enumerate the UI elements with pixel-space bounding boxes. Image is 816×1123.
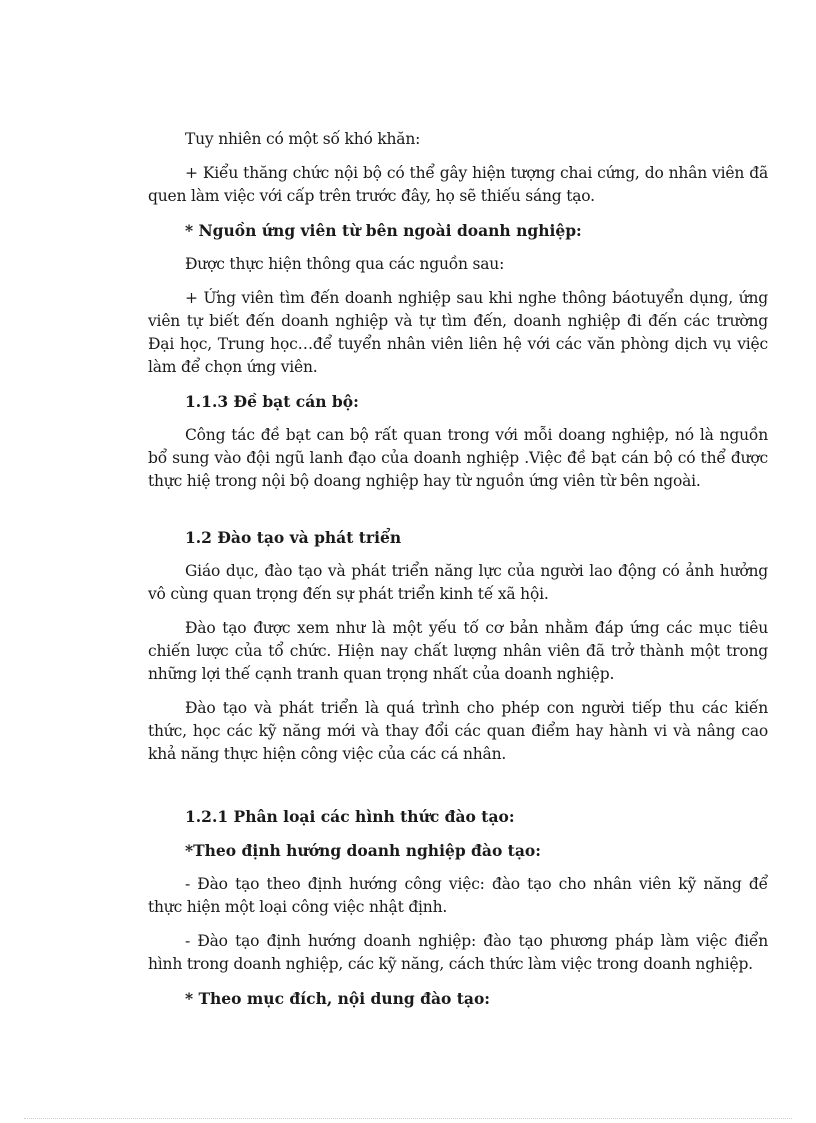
spacer <box>148 777 768 805</box>
heading-orientation: *Theo định hướng doanh nghiệp đào tạo: <box>185 841 541 860</box>
paragraph-education: Giáo dục, đào tạo và phát triển năng lực của người lao động có ảnh hưởng vô cùng quan trọng đến sự phát triển kinh tế xã hội. <box>148 562 768 603</box>
heading-external-sources: * Nguồn ứng viên từ bên ngoài doanh nghiệp: <box>185 221 582 240</box>
document-page <box>148 128 768 1021</box>
paragraph-sources-intro: Được thực hiện thông qua các nguồn sau: <box>185 255 505 273</box>
paragraph-training-process: Đào tạo và phát triển là quá trình cho phép con người tiếp thu các kiến thức, học các kỹ năng mới và thay đổi các quan điểm hay hành vi và nâng cao khả năng thực hiện công việc của các cá nhân. <box>148 699 768 763</box>
page-bottom-divider <box>24 1118 792 1119</box>
paragraph-job-oriented: - Đào tạo theo định hướng công việc: đào tạo cho nhân viên kỹ năng để thực hiện một loại công việc nhật định. <box>148 875 768 916</box>
paragraph-candidates: + Ứng viên tìm đến doanh nghiệp sau khi nghe thông báotuyển dụng, ứng viên tự biết đến doanh nghiệp và tự tìm đến, doanh nghiệp đi đến các trường Đại học, Trung học…để tuyển nhân viên liên hệ với các văn phòng dịch vụ việc làm để chọn ứng viên. <box>148 289 768 376</box>
heading-1-2: 1.2 Đào tạo và phát triển <box>185 528 402 547</box>
paragraph-enterprise-oriented: - Đào tạo định hướng doanh nghiệp: đào tạo phương pháp làm việc điển hình trong doanh nghiệp, các kỹ năng, cách thức làm việc trong doanh nghiệp. <box>148 932 768 973</box>
heading-purpose-content: * Theo mục đích, nội dung đào tạo: <box>185 989 491 1008</box>
heading-1-1-3: 1.1.3 Đề bạt cán bộ: <box>185 392 359 411</box>
paragraph-difficulties-intro: Tuy nhiên có một số khó khăn: <box>185 130 421 148</box>
paragraph-internal-promotion: + Kiểu thăng chức nội bộ có thể gây hiện tượng chai cứng, do nhân viên đã quen làm việc với cấp trên trước đây, họ sẽ thiếu sáng tạo. <box>148 164 768 205</box>
paragraph-training-strategy: Đào tạo được xem như là một yếu tố cơ bản nhằm đáp ứng các mục tiêu chiến lược của tổ chức. Hiện nay chất lượng nhân viên đã trở thành một trong những lợi thế cạnh tranh quan trọng nhất của doanh nghiệp. <box>148 619 768 683</box>
heading-1-2-1: 1.2.1 Phân loại các hình thức đào tạo: <box>185 807 515 826</box>
paragraph-promotion: Công tác đề bạt can bộ rất quan trong với mỗi doang nghiệp, nó là nguồn bổ sung vào đội ngũ lanh đạo của doanh nghiệp .Việc đề bạt cán bộ có thể được thực hiệ trong nội bộ doang nghiệp hay từ nguồn ứng viên từ bên ngoài. <box>148 426 768 490</box>
spacer <box>148 504 768 526</box>
